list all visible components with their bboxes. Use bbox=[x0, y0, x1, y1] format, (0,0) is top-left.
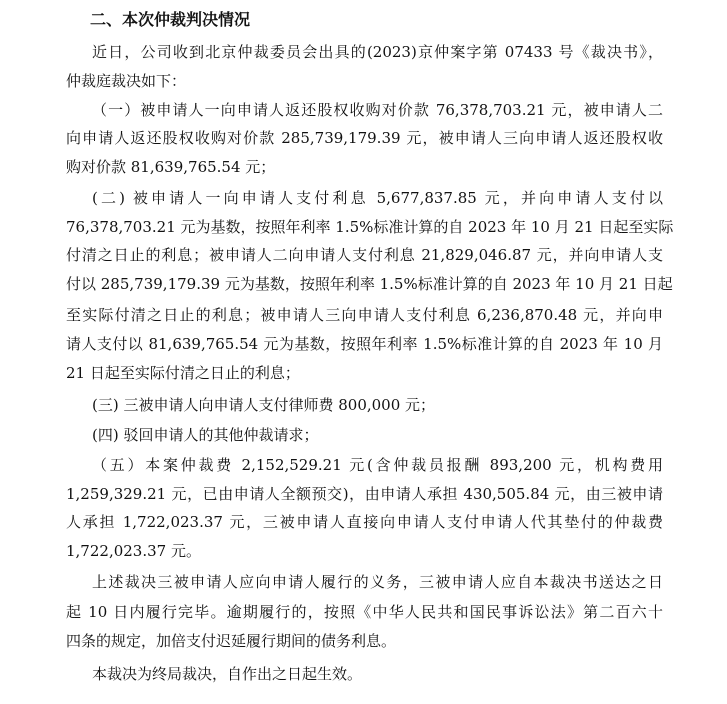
ruling-item-5-line4: 1,722,023.37 元。 bbox=[66, 542, 201, 560]
closing-paragraph: 上述裁决三被申请人应向申请人履行的义务，三被申请人应自本裁决书送达之日 bbox=[92, 573, 663, 591]
ruling-item-2-line5: 至实际付清之日止的利息；被申请人三向申请人支付利息 6,236,870.48 元，并向申 bbox=[66, 306, 663, 324]
ruling-item-1: （一）被申请人一向申请人返还股权收购对价款 76,378,703.21 元，被申请人二 bbox=[92, 101, 663, 119]
ruling-item-2-line3: 付清之日止的利息；被申请人二向申请人支付利息 21,829,046.87 元，并向申请人支 bbox=[66, 246, 663, 264]
ruling-item-2: (二) 被申请人一向申请人支付利息 5,677,837.85 元，并向申请人支付以 bbox=[92, 189, 663, 207]
ruling-item-4: (四) 驳回申请人的其他仲裁请求； bbox=[92, 426, 319, 444]
ruling-item-1-line2: 向申请人返还股权收购对价款 285,739,179.39 元，被申请人三向申请人返还股权收 bbox=[66, 129, 663, 147]
final-statement: 本裁决为终局裁决，自作出之日起生效。 bbox=[92, 665, 363, 683]
ruling-item-2-line7: 21 日起至实际付清之日止的利息； bbox=[66, 364, 300, 382]
closing-paragraph-line2: 起 10 日内履行完毕。逾期履行的，按照《中华人民共和国民事诉讼法》第二百六十 bbox=[66, 603, 663, 621]
ruling-item-5: （五）本案仲裁费 2,152,529.21 元(含仲裁员报酬 893,200 元，机构费用 bbox=[92, 456, 663, 474]
intro-paragraph-cont: 仲裁庭裁决如下： bbox=[66, 72, 187, 90]
ruling-item-2-line2: 76,378,703.21 元为基数，按照年利率 1.5%标准计算的自 2023 年 10 月 21 日起至实际 bbox=[66, 218, 674, 236]
section-heading: 二、本次仲裁判决情况 bbox=[90, 10, 251, 29]
intro-paragraph: 近日，公司收到北京仲裁委员会出具的(2023)京仲案字第 07433 号《裁决书》， bbox=[92, 43, 663, 61]
closing-paragraph-line3: 四条的规定，加倍支付迟延履行期间的债务利息。 bbox=[66, 632, 397, 650]
ruling-item-2-line4: 付以 285,739,179.39 元为基数，按照年利率 1.5%标准计算的自 2023 年 10 月 21 日起 bbox=[66, 275, 673, 293]
ruling-item-1-line3: 购对价款 81,639,765.54 元； bbox=[66, 158, 276, 176]
ruling-item-3: (三) 三被申请人向申请人支付律师费 800,000 元； bbox=[92, 396, 436, 414]
ruling-item-5-line3: 人承担 1,722,023.37 元，三被申请人直接向申请人支付申请人代其垫付的仲裁费 bbox=[66, 513, 663, 531]
ruling-item-5-line2: 1,259,329.21 元，已由申请人全额预交)，由申请人承担 430,505.84 元，由三被申请 bbox=[66, 485, 663, 503]
ruling-item-2-line6: 请人支付以 81,639,765.54 元为基数，按照年利率 1.5%标准计算的自 2023 年 10 月 bbox=[66, 335, 663, 353]
